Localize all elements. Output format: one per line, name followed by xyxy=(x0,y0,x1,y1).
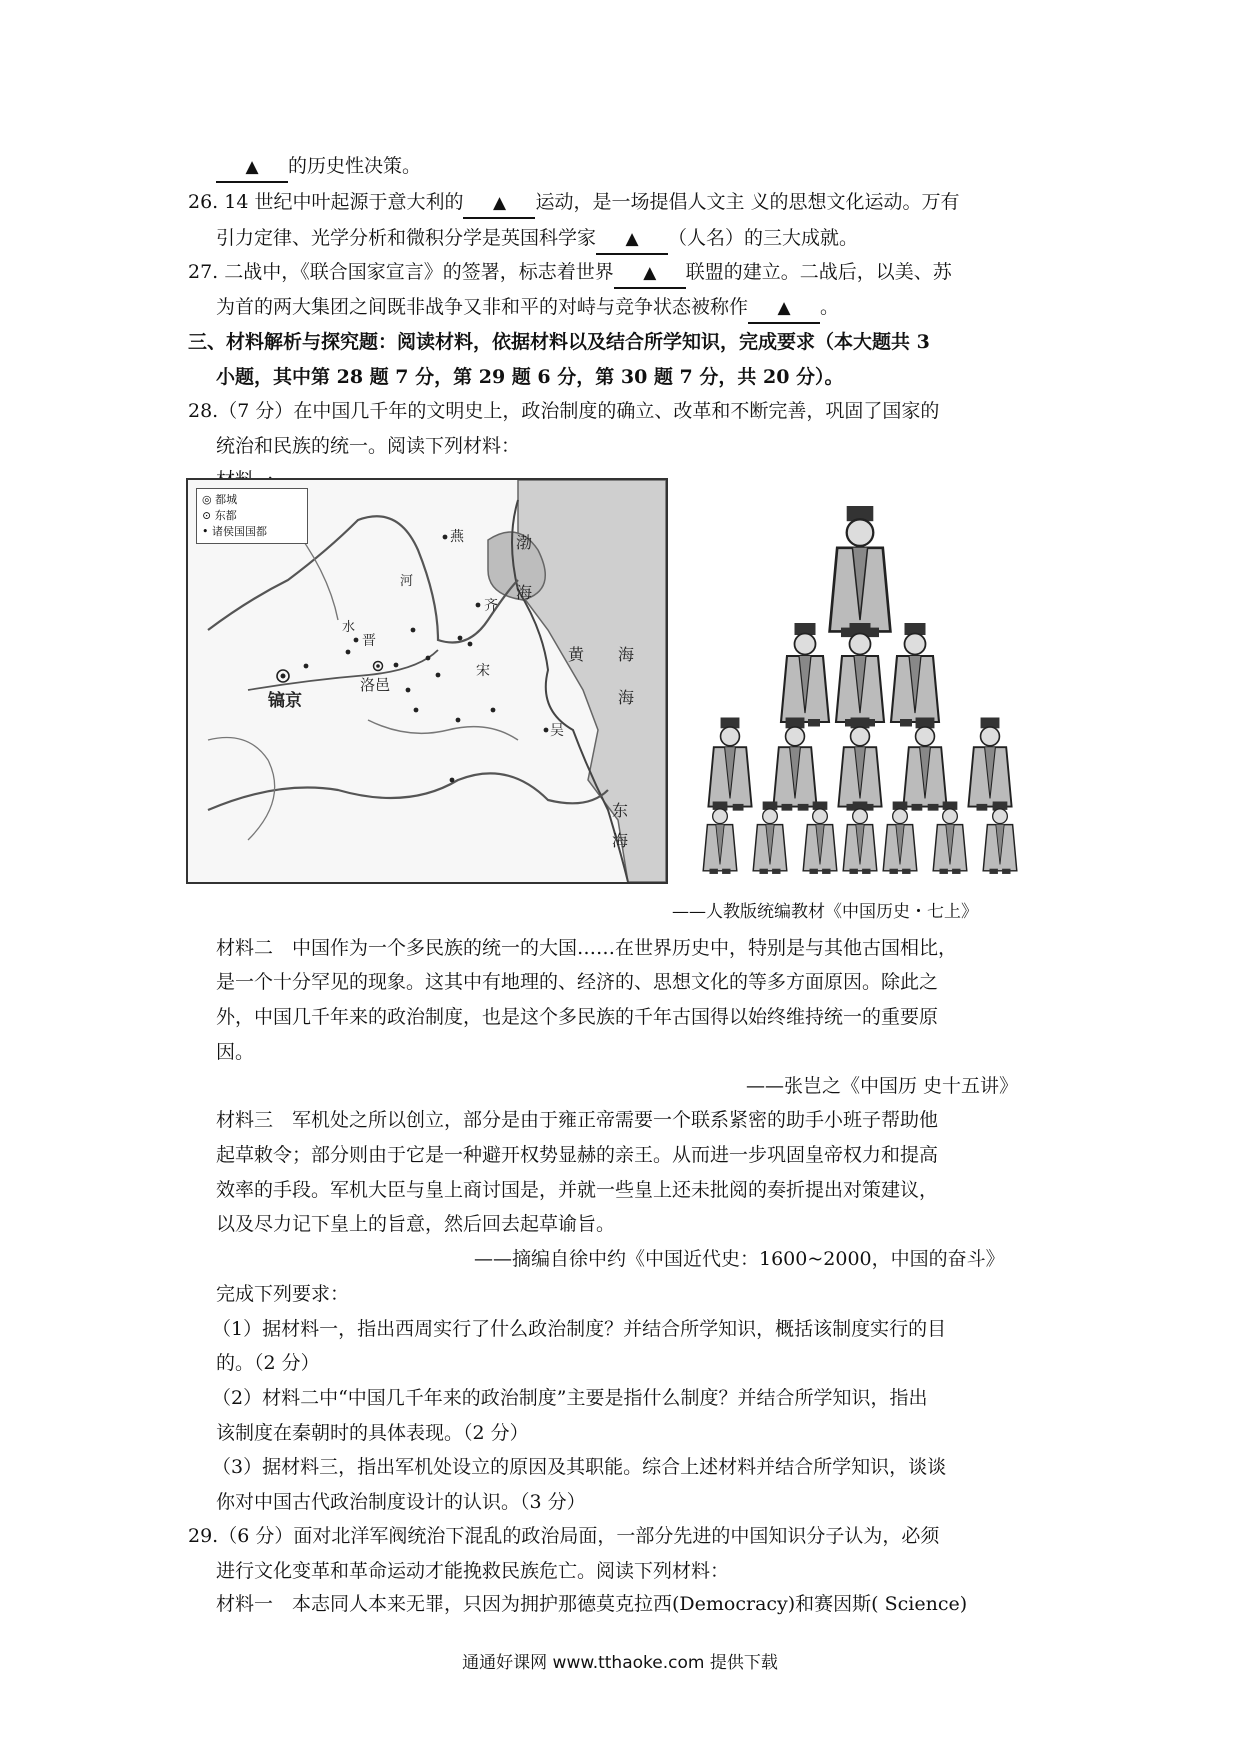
legend-item-vassal-capital: • 诸侯国国都 xyxy=(202,525,267,538)
map-label-haojing: 镐京 xyxy=(268,691,302,711)
map-label-shui: 水 xyxy=(342,620,356,635)
material3-source: ——摘编自徐中约《中国近代史：1600~2000，中国的奋斗》 xyxy=(474,1248,1005,1270)
q28-stem-line1: 28.（7 分）在中国几千年的文明史上，政治制度的确立、改革和不断完善，巩固了国家的 xyxy=(188,400,940,422)
map-label-hai1: 海 xyxy=(516,583,533,602)
legend-item-capital: ◎ 都城 xyxy=(202,493,238,506)
map-label-wu: 吴 xyxy=(550,723,564,739)
material3-line3: 效率的手段。军机大臣与皇上商讨国是，并就一些皇上还未批阅的奏折提出对策建议， xyxy=(216,1179,939,1201)
material2-line4: 因。 xyxy=(216,1041,255,1063)
map-label-hai3: 海 xyxy=(618,688,635,707)
map-label-hai2: 海 xyxy=(618,645,635,664)
requirement-3-line2: 你对中国古代政治制度设计的认识。（3 分） xyxy=(216,1491,586,1513)
material2-line2: 是一个十分罕见的现象。这其中有地理的、经济的、思想文化的等多方面原因。除此之 xyxy=(216,971,939,993)
western-zhou-map xyxy=(186,478,668,884)
q28-stem-line2: 统治和民族的统一。阅读下列材料： xyxy=(216,435,521,457)
enfeoffment-hierarchy-illustration xyxy=(680,478,1050,880)
material3-line2: 起草敕令；部分则由于它是一种避开权势显赫的亲王。从而进一步巩固皇帝权力和提高 xyxy=(216,1144,939,1166)
legend-item-east-capital: ⊙ 东都 xyxy=(202,509,237,522)
map-label-bo: 渤 xyxy=(516,533,533,552)
map-legend xyxy=(196,488,308,544)
requirement-1-line1: （1）据材料一，指出西周实行了什么政治制度？并结合所学知识，概括该制度实行的目 xyxy=(212,1318,947,1340)
map-label-dong: 东 xyxy=(612,801,629,820)
map-label-qi: 齐 xyxy=(484,598,498,614)
requirements-intro: 完成下列要求： xyxy=(216,1283,350,1305)
material3-line4: 以及尽力记下皇上的旨意，然后回去起草谕旨。 xyxy=(216,1213,616,1235)
requirement-2-line1: （2）材料二中“中国几千年来的政治制度”主要是指什么制度？并结合所学知识，指出 xyxy=(212,1387,928,1409)
requirement-1-line2: 的。（2 分） xyxy=(216,1352,320,1374)
map-label-luoyi: 洛邑 xyxy=(360,676,391,694)
section3-heading-line1: 三、材料解析与探究题：阅读材料，依据材料以及结合所学知识，完成要求（本大题共 3 xyxy=(188,331,930,353)
page-footer: 通通好课网 www.tthaoke.com 提供下载 xyxy=(462,1653,778,1673)
q29-material1-line1: 材料一 本志同人本来无罪，只因为拥护那德莫克拉西(Democracy)和赛因斯( Science) xyxy=(216,1593,968,1615)
q26-line2: 引力定律、光学分析和微积分学是英国科学家 ▲ （人名）的三大成就。 xyxy=(216,224,858,255)
q27-line2: 为首的两大集团之间既非战争又非和平的对峙与竞争状态被称作 ▲ 。 xyxy=(216,293,839,324)
material2-line3: 外，中国几千年来的政治制度，也是这个多民族的千年古国得以始终维持统一的重要原 xyxy=(216,1006,939,1028)
map-label-jin: 晋 xyxy=(362,633,376,649)
material2-source: ——张岂之《中国历 史十五讲》 xyxy=(746,1075,1019,1097)
map-label-hai4: 海 xyxy=(612,831,629,850)
material2-line1: 材料二 中国作为一个多民族的统一的大国……在世界历史中，特别是与其他古国相比， xyxy=(216,937,958,959)
section3-heading-line2: 小题，其中第 28 题 7 分，第 29 题 6 分，第 30 题 7 分，共 20 分）。 xyxy=(216,366,844,388)
requirement-3-line1: （3）据材料三，指出军机处设立的原因及其职能。综合上述材料并结合所学知识，谈谈 xyxy=(212,1456,947,1478)
answer-blank: ▲ xyxy=(596,224,668,255)
map-label-huang: 黄 xyxy=(568,645,585,664)
hierarchy-drawing xyxy=(680,478,1050,880)
map-label-yan: 燕 xyxy=(450,529,464,545)
answer-blank: ▲ xyxy=(748,293,820,324)
q29-stem-line1: 29.（6 分）面对北洋军阀统治下混乱的政治局面，一部分先进的中国知识分子认为，必须 xyxy=(188,1525,940,1547)
q29-stem-line2: 进行文化变革和革命运动才能挽救民族危亡。阅读下列材料： xyxy=(216,1560,730,1582)
map-label-song: 宋 xyxy=(476,663,490,679)
map-label-he: 河 xyxy=(400,574,414,589)
answer-blank: ▲ xyxy=(614,258,686,289)
q26-line1: 26. 14 世纪中叶起源于意大利的 ▲ 运动，是一场提倡人文主 义的思想文化运动。万有 xyxy=(188,188,960,219)
material3-line1: 材料三 军机处之所以创立，部分是由于雍正帝需要一个联系紧密的助手小班子帮助他 xyxy=(216,1109,939,1131)
q25-tail: ▲ 的历史性决策。 xyxy=(216,152,421,183)
answer-blank: ▲ xyxy=(216,152,288,183)
figure-source: ——人教版统编教材《中国历史・七上》 xyxy=(672,902,978,922)
answer-blank: ▲ xyxy=(463,188,535,219)
q27-line1: 27. 二战中，《联合国家宣言》的签署，标志着世界 ▲ 联盟的建立。二战后，以美、苏 xyxy=(188,258,952,289)
requirement-2-line2: 该制度在秦朝时的具体表现。（2 分） xyxy=(216,1422,529,1444)
